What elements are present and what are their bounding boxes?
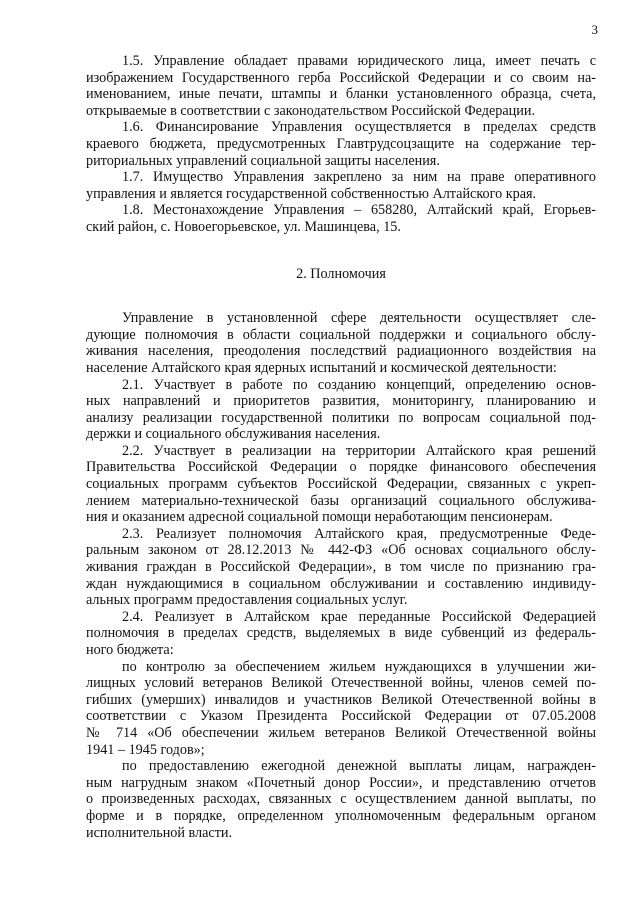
text-line: 1.6. Финансирование Управления осуществляется в пределах средств	[122, 119, 596, 136]
text-line: население Алтайского края ядерных испытаний и космической деятельности:	[86, 359, 557, 376]
text-line: держки и социального обслуживания населения.	[86, 426, 381, 443]
paragraph	[86, 169, 596, 202]
text-line: по предоставлению ежегодной денежной выплаты лицам, награжден-	[122, 758, 596, 775]
text-line: 2.3. Реализует полномочия Алтайского края, предусмотренные Феде-	[122, 525, 596, 542]
paragraph	[86, 310, 596, 376]
text-line: ния и оказанием адресной социальной помощи неработающим пенсионерам.	[86, 509, 553, 526]
text-line: 1.7. Имущество Управления закреплено за ним на праве оперативного	[122, 169, 596, 186]
text-line: лением материально-технической базы организаций социального обслужива-	[86, 492, 596, 509]
text-line: № 714 «Об обеспечении жильем ветеранов Великой Отечественной войны	[86, 724, 596, 741]
paragraph	[86, 202, 596, 235]
text-line: альных программ предоставления социальных услуг.	[86, 592, 408, 609]
text-line: 1941 – 1945 годов»;	[86, 741, 205, 758]
text-line: ных направлений и приоритетов развития, мониторингу, планированию и	[86, 393, 596, 410]
text-line: управления и является государственной собственностью Алтайского края.	[86, 185, 537, 202]
text-line: 2.2. Участвует в реализации на территории Алтайского края решений	[122, 442, 596, 459]
text-line: Управление в установленной сфере деятельности осуществляет сле-	[122, 310, 596, 327]
text-line: форме и в порядке, определенном уполномоченным федеральным органом	[86, 807, 596, 824]
text-line: именованием, иные печати, штампы и бланки установленного образца, счета,	[86, 86, 596, 103]
text-line: социальных программ субъектов Российской Федерации, связанных с укреп-	[86, 476, 596, 493]
text-line: 1.8. Местонахождение Управления – 658280, Алтайский край, Егорьев-	[122, 202, 596, 219]
text-line: соответствии с Указом Президента Российской Федерации от 07.05.2008	[86, 708, 596, 725]
text-line: ский район, с. Новоегорьевское, ул. Машинцева, 15.	[86, 218, 401, 235]
text-line: открываемые в соответствии с законодательством Российской Федерации.	[86, 102, 535, 119]
text-line: изображением Государственного герба Российской Федерации и со своим на-	[86, 69, 596, 86]
text-line: ждан нуждающимися в социальном обслуживании и составлению индивиду-	[86, 575, 596, 592]
document-body	[86, 53, 596, 841]
paragraph	[86, 609, 596, 659]
text-line: живания граждан в Российской Федерации», в том числе по признанию гра-	[86, 559, 596, 576]
text-line: краевого бюджета, предусмотренных Главтрудсоцзащите на содержание тер-	[86, 135, 596, 152]
paragraph	[86, 377, 596, 443]
paragraph	[86, 443, 596, 526]
paragraph	[86, 659, 596, 759]
page-number: 3	[591, 22, 598, 37]
paragraph	[86, 53, 596, 119]
paragraph	[86, 526, 596, 609]
text-line: 2.4. Реализует в Алтайском крае переданные Российской Федерацией	[122, 608, 596, 625]
text-line: 2.1. Участвует в работе по созданию концепций, определению основ-	[122, 376, 596, 393]
paragraph	[86, 119, 596, 169]
text-line: ным нагрудным знаком «Почетный донор России», и представлению отчетов	[86, 774, 596, 791]
text-line: анализу реализации государственной политики по вопросам социальной под-	[86, 409, 596, 426]
text-line: Правительства Российской Федерации о порядке финансового обеспечения	[86, 459, 596, 476]
text-line: дующие полномочия в области социальной поддержки и социального обслу-	[86, 326, 596, 343]
text-line: о произведенных расходах, связанных с осуществлением данной выплаты, по	[86, 791, 596, 808]
paragraph	[86, 758, 596, 841]
text-line: гибших (умерших) инвалидов и участников Великой Отечественной войны в	[86, 691, 596, 708]
text-line: по контролю за обеспечением жильем нуждающихся в улучшении жи-	[122, 658, 596, 675]
text-line: 1.5. Управление обладает правами юридического лица, имеет печать с	[122, 53, 596, 69]
text-line: лищных условий ветеранов Великой Отечественной войны, членов семей по-	[86, 675, 596, 692]
text-line: исполнительной власти.	[86, 824, 233, 841]
text-line: живания населения, преодоления последствий радиационного воздействия на	[86, 343, 596, 360]
text-line: риториальных управлений социальной защиты населения.	[86, 152, 440, 169]
text-line: ного бюджета:	[86, 642, 174, 658]
text-line: ральным законом от 28.12.2013 № 442-ФЗ «Об основах социального обслу-	[86, 542, 596, 559]
section-heading: 2. Полномочия	[296, 265, 386, 282]
text-line: полномочия в пределах средств, выделяемых в виде субвенций из федераль-	[86, 625, 596, 642]
